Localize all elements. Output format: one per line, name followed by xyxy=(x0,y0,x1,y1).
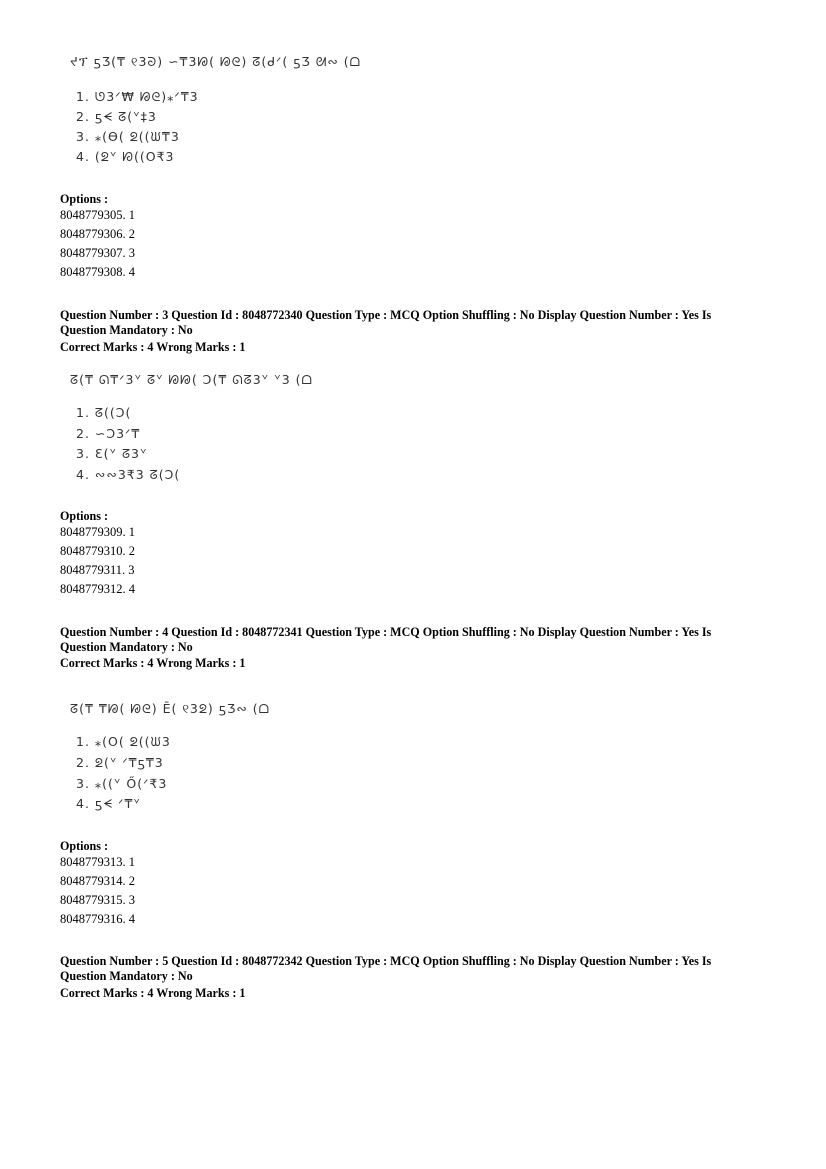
question-header: Question Number : 4 Question Id : 8048772341 Question Type : MCQ Option Shuffling : No Display Question Number : Yes Is xyxy=(60,624,712,639)
choice: 4. ƽᗕ ᐟ₸ᘁ xyxy=(76,796,141,811)
option-id: 8048779313. 1 xyxy=(60,855,135,869)
choice: 2. ᘖ(ᘁ ᐟ₸ƽ₸3 xyxy=(76,755,164,770)
question-marks: Correct Marks : 4 Wrong Marks : 1 xyxy=(60,339,246,354)
choice: 3. Ɛ(ᘁ ᘔ3ᘁ xyxy=(76,446,148,461)
options-label: Options : xyxy=(60,838,109,853)
choice: 4. ∾∾3₹3 ᘔ(Ɔ( xyxy=(76,467,181,482)
option-id: 8048779315. 3 xyxy=(60,893,135,907)
option-id: 8048779308. 4 xyxy=(60,265,135,279)
option-id: 8048779310. 2 xyxy=(60,544,135,558)
question-marks: Correct Marks : 4 Wrong Marks : 1 xyxy=(60,985,246,1000)
option-id: 8048779309. 1 xyxy=(60,525,135,539)
question-text: ᘔ(₸ ₸ᘘ( ᘘᘓ) Ē( ୧3ᘖ) ƽƷ∾ (ᗝ xyxy=(70,701,271,716)
option-id: 8048779307. 3 xyxy=(60,246,135,260)
option-id: 8048779305. 1 xyxy=(60,208,135,222)
option-id: 8048779316. 4 xyxy=(60,912,135,926)
option-id: 8048779314. 2 xyxy=(60,874,135,888)
option-id: 8048779311. 3 xyxy=(60,563,135,577)
choice: 3. ⁎(Ɵ( ᘖ((ᙎ₸3 xyxy=(76,129,180,144)
question-text: ᔪፕ ƽƷ(₸ ୧3ᘐ) ∽₸3ᘘ( ᘘᘓ) ᘔ(ᑯᐟ( ƽƷ ᘛ∾ (ᗝ xyxy=(70,54,362,69)
choice: 1. ᘎ3ᐟ₩ ᘘᘓ)⁎ᐟ₸3 xyxy=(76,89,199,104)
options-label: Options : xyxy=(60,191,109,206)
choice: 4. (ᘖᘁ ᘗ((O₹3 xyxy=(76,149,175,164)
question-mandatory: Question Mandatory : No xyxy=(60,639,193,654)
choice: 1. ⁎(O( ᘖ((ᙎ3 xyxy=(76,734,171,749)
choice: 1. ᘔ((Ɔ( xyxy=(76,405,132,420)
question-header: Question Number : 3 Question Id : 8048772340 Question Type : MCQ Option Shuffling : No Display Question Number : Yes Is xyxy=(60,307,712,322)
choice: 3. ⁎((ᘁ Ő(ᐟ₹3 xyxy=(76,776,168,791)
options-label: Options : xyxy=(60,508,109,523)
question-marks: Correct Marks : 4 Wrong Marks : 1 xyxy=(60,655,246,670)
question-mandatory: Question Mandatory : No xyxy=(60,968,193,983)
choice: 2. ƽᗕ ᘔ(ᘁ‡3 xyxy=(76,109,157,124)
question-header: Question Number : 5 Question Id : 8048772342 Question Type : MCQ Option Shuffling : No Display Question Number : Yes Is xyxy=(60,953,712,968)
option-id: 8048779312. 4 xyxy=(60,582,135,596)
option-id: 8048779306. 2 xyxy=(60,227,135,241)
choice: 2. ∽Ɔ3ᐟ₸ xyxy=(76,426,141,441)
question-text: ᘔ(₸ ᘏ₸ᐟ3ᘁ ᘔᘁ ᘘᘘ( Ɔ(₸ ᘏᘔ3ᘁ ᘁ3 (ᗝ xyxy=(70,372,313,387)
question-mandatory: Question Mandatory : No xyxy=(60,322,193,337)
